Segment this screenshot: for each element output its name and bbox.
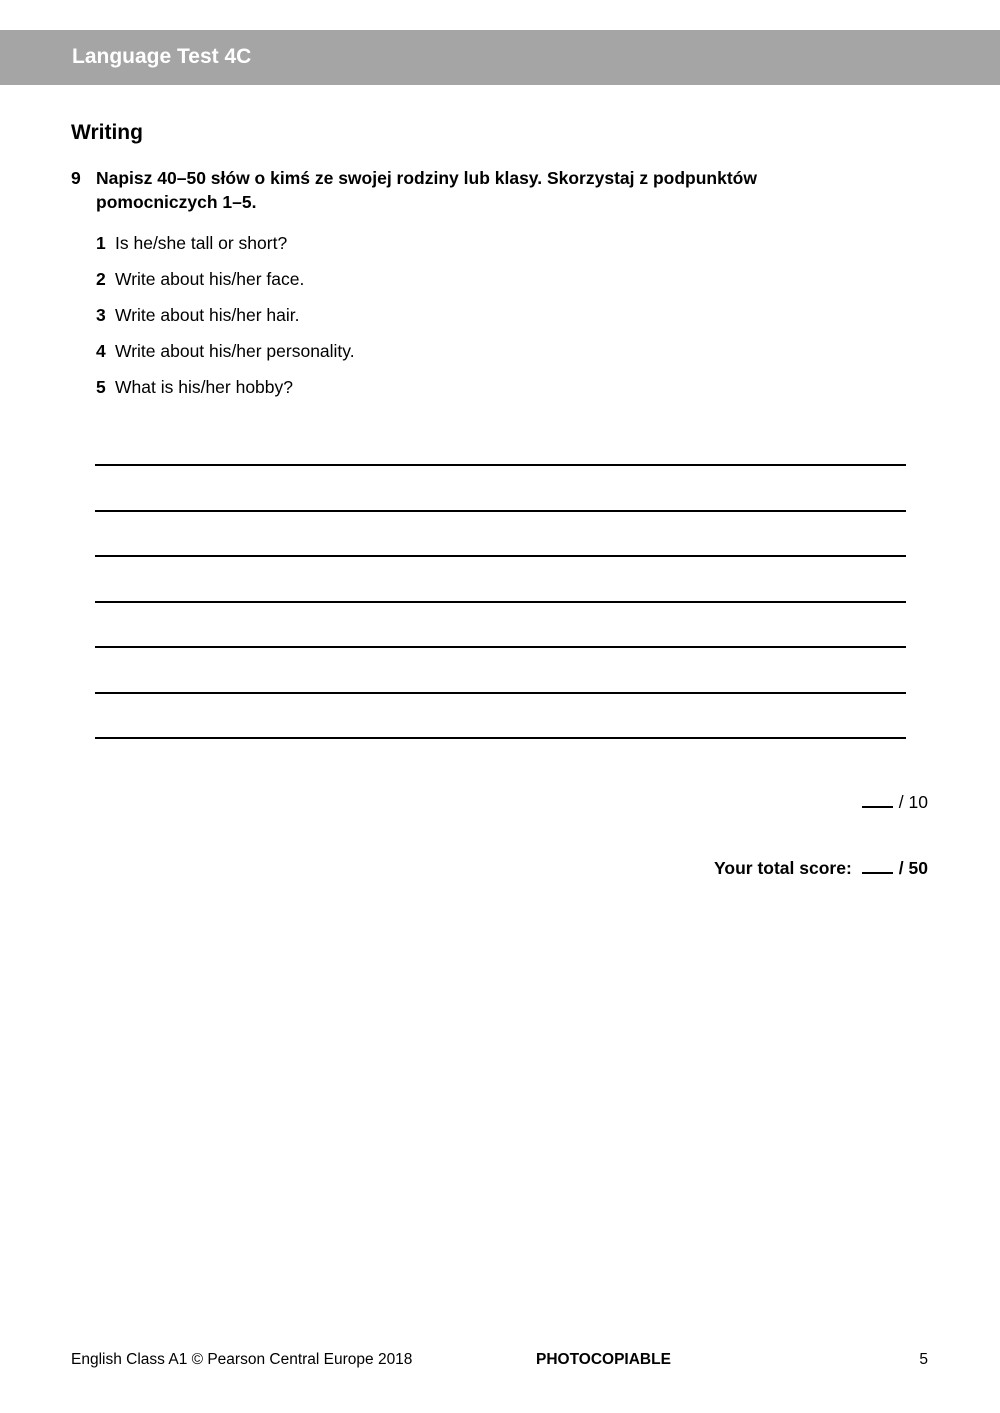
answer-line-6[interactable] (95, 692, 906, 694)
footer-page-number: 5 (919, 1351, 928, 1368)
page-title: Language Test 4C (72, 45, 252, 68)
total-score-blank[interactable] (862, 858, 893, 874)
answer-line-7[interactable] (95, 737, 906, 739)
prompt-text: Write about his/her hair. (115, 305, 300, 325)
prompt-item (96, 231, 287, 255)
task-score-max: / 10 (898, 792, 928, 812)
total-score-label: Your total score: (714, 858, 852, 878)
prompt-number: 2 (96, 269, 106, 289)
prompt-item (96, 267, 304, 291)
prompt-item (96, 339, 355, 363)
answer-line-3[interactable] (95, 555, 906, 557)
task-instruction: Napisz 40–50 słów o kimś ze swojej rodziny lub klasy. Skorzystaj z podpunktów pomocniczych 1–5. (96, 168, 757, 212)
prompt-text: Is he/she tall or short? (115, 233, 288, 253)
task-score-blank[interactable] (862, 792, 893, 808)
total-score (714, 856, 928, 880)
prompt-text: What is his/her hobby? (115, 377, 294, 397)
task-score (862, 790, 928, 814)
prompt-number: 5 (96, 377, 106, 397)
footer-copyright: English Class A1 © Pearson Central Europe 2018 (71, 1351, 413, 1368)
answer-line-4[interactable] (95, 601, 906, 603)
total-score-max: / 50 (898, 858, 928, 878)
prompt-item (96, 375, 293, 399)
prompt-text: Write about his/her personality. (115, 341, 355, 361)
prompt-item (96, 303, 300, 327)
answer-line-1[interactable] (95, 464, 906, 466)
answer-line-5[interactable] (95, 646, 906, 648)
section-title: Writing (71, 121, 143, 144)
answer-line-2[interactable] (95, 510, 906, 512)
task-number: 9 (71, 168, 81, 188)
footer-photocopiable: PHOTOCOPIABLE (536, 1351, 671, 1368)
prompt-number: 3 (96, 305, 106, 325)
prompt-text: Write about his/her face. (115, 269, 305, 289)
prompt-number: 4 (96, 341, 106, 361)
prompt-number: 1 (96, 233, 106, 253)
